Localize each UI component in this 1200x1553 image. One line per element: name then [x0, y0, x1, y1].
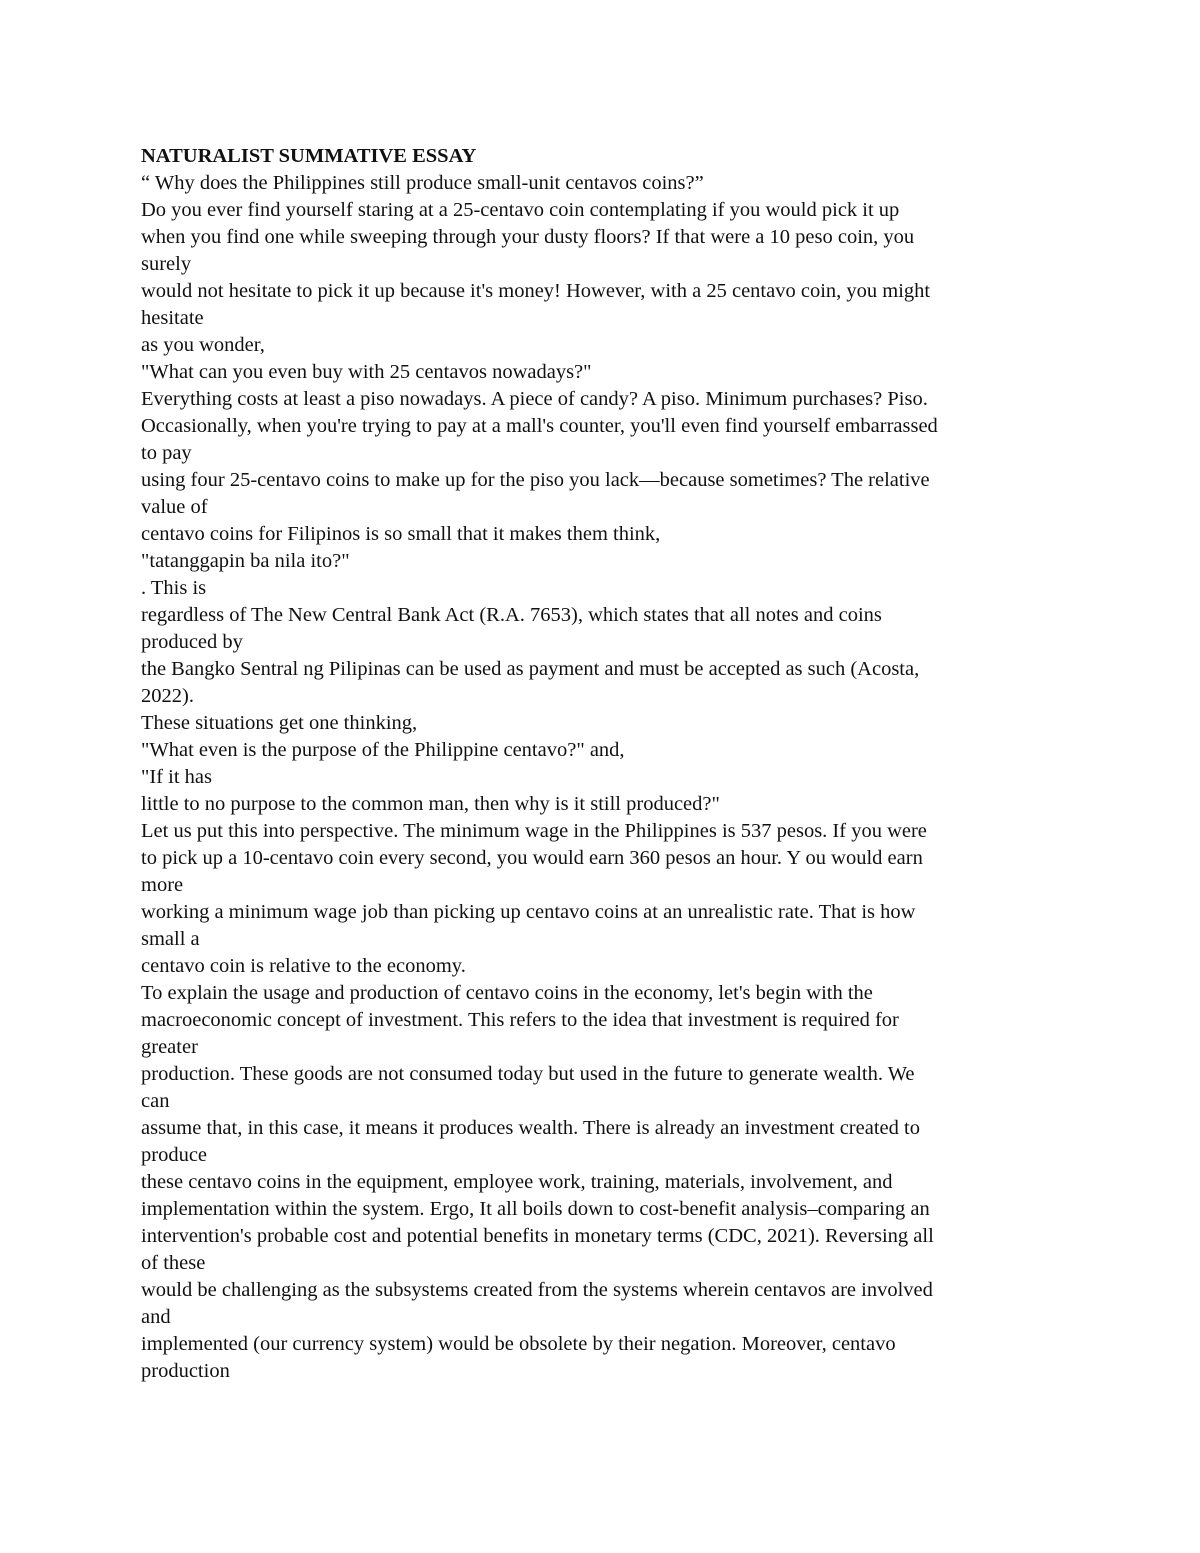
text-line: "tatanggapin ba nila ito?"	[141, 550, 350, 572]
text-line: . This is	[141, 577, 207, 599]
text-line: hesitate	[141, 307, 204, 329]
text-line: intervention's probable cost and potential benefits in monetary terms (CDC, 2021). Reversing all	[141, 1225, 934, 1247]
text-line: produced by	[141, 631, 243, 653]
text-line: Everything costs at least a piso nowadays. A piece of candy? A piso. Minimum purchases? Piso.	[141, 388, 928, 410]
essay-body	[141, 143, 1071, 1385]
text-line: to pay	[141, 442, 192, 464]
text-line: when you find one while sweeping through your dusty floors? If that were a 10 peso coin, you	[141, 226, 915, 248]
text-line: assume that, in this case, it means it produces wealth. There is already an investment created to	[141, 1117, 920, 1139]
text-line: can	[141, 1090, 170, 1112]
text-line: implemented (our currency system) would be obsolete by their negation. Moreover, centavo	[141, 1333, 896, 1355]
text-line: to pick up a 10-centavo coin every second, you would earn 360 pesos an hour. Y ou would earn	[141, 847, 923, 869]
text-line: Let us put this into perspective. The minimum wage in the Philippines is 537 pesos. If you were	[141, 820, 927, 842]
text-line: more	[141, 874, 184, 896]
text-line: surely	[141, 253, 192, 275]
text-line: Do you ever find yourself staring at a 25-centavo coin contemplating if you would pick it up	[141, 199, 900, 221]
text-line: of these	[141, 1252, 206, 1274]
text-line: production	[141, 1360, 230, 1382]
text-line: "What even is the purpose of the Philippine centavo?" and,	[141, 739, 625, 761]
text-line: little to no purpose to the common man, then why is it still produced?"	[141, 793, 720, 815]
text-line: Occasionally, when you're trying to pay at a mall's counter, you'll even find yourself embarrassed	[141, 415, 938, 437]
essay-title: NATURALIST SUMMATIVE ESSAY	[141, 145, 477, 167]
text-line: To explain the usage and production of centavo coins in the economy, let's begin with the	[141, 982, 873, 1004]
text-line: macroeconomic concept of investment. This refers to the idea that investment is required for	[141, 1009, 899, 1031]
text-line: “ Why does the Philippines still produce small-unit centavos coins?”	[141, 172, 704, 194]
text-line: implementation within the system. Ergo, It all boils down to cost-benefit analysis–comparing an	[141, 1198, 930, 1220]
text-line: production. These goods are not consumed today but used in the future to generate wealth. We	[141, 1063, 915, 1085]
text-line: "If it has	[141, 766, 212, 788]
text-line: working a minimum wage job than picking up centavo coins at an unrealistic rate. That is how	[141, 901, 916, 923]
text-line: using four 25-centavo coins to make up for the piso you lack—because sometimes? The relative	[141, 469, 930, 491]
text-line: greater	[141, 1036, 198, 1058]
essay-text	[141, 170, 1071, 1385]
text-line: these centavo coins in the equipment, employee work, training, materials, involvement, and	[141, 1171, 893, 1193]
text-line: would be challenging as the subsystems created from the systems wherein centavos are involved	[141, 1279, 933, 1301]
text-line: would not hesitate to pick it up because it's money! However, with a 25 centavo coin, you might	[141, 280, 931, 302]
text-line: and	[141, 1306, 171, 1328]
text-line: centavo coin is relative to the economy.	[141, 955, 466, 977]
text-line: regardless of The New Central Bank Act (R.A. 7653), which states that all notes and coins	[141, 604, 882, 626]
text-line: These situations get one thinking,	[141, 712, 418, 734]
text-line: small a	[141, 928, 200, 950]
text-line: 2022).	[141, 685, 194, 707]
text-line: produce	[141, 1144, 208, 1166]
text-line: centavo coins for Filipinos is so small that it makes them think,	[141, 523, 661, 545]
text-line: the Bangko Sentral ng Pilipinas can be used as payment and must be accepted as such (Acosta,	[141, 658, 920, 680]
text-line: as you wonder,	[141, 334, 265, 356]
text-line: "What can you even buy with 25 centavos nowadays?"	[141, 361, 592, 383]
text-line: value of	[141, 496, 208, 518]
